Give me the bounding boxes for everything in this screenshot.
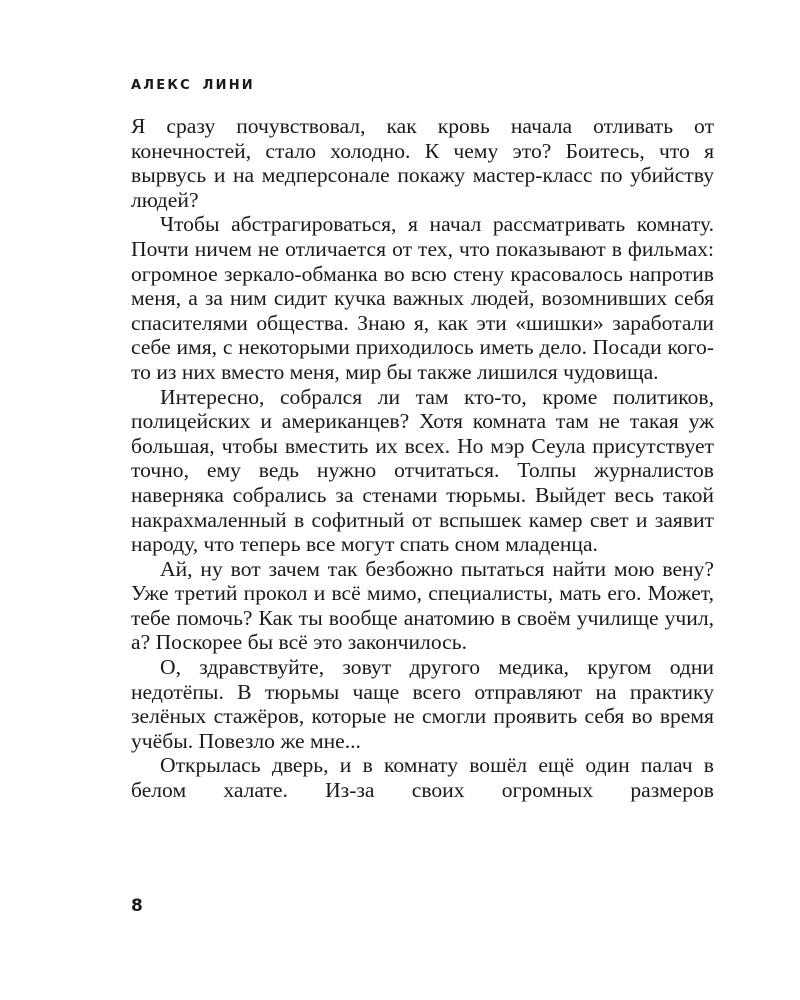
running-head: АЛЕКС ЛИНИ	[131, 78, 255, 93]
page-number: 8	[131, 896, 143, 916]
paragraph: Я сразу почувствовал, как кровь начала отливать от конечностей, стало холодно. К чему это? Боитесь, что я вырвусь и на медперсонале покажу мастер-класс по убийству людей?	[131, 114, 714, 212]
body-text	[131, 114, 714, 803]
paragraph: Ай, ну вот зачем так безбожно пытаться найти мою вену? Уже третий прокол и всё мимо, специалисты, мать его. Может, тебе помочь? Как ты вообще анатомию в своём училище учил, а? Поскорее бы всё это закончилось.	[131, 556, 714, 655]
paragraph: О, здравствуйте, зовут другого медика, кругом одни недотёпы. В тюрьмы чаще всего отправляют на практику зелёных стажёров, которые не смогли проявить себя во время учёбы. Повезло же мне...	[131, 655, 714, 753]
paragraph: Чтобы абстрагироваться, я начал рассматривать комнату. Почти ничем не отличается от тех, что показывают в фильмах: огромное зеркало-обманка во всю стену красовалось напротив меня, а за ним сидит кучка важных людей, возомнивших себя спасителями общества. Знаю я, как эти «шишки» заработали себе имя, с некоторыми приходилось иметь дело. Посади кого-то из них вместо меня, мир бы также лишился чудовища.	[131, 212, 714, 384]
paragraph: Открылась дверь, и в комнату вошёл ещё один палач в белом халате. Из-за своих огромных размеров	[131, 753, 714, 803]
paragraph: Интересно, собрался ли там кто-то, кроме политиков, полицейских и американцев? Хотя комната там не такая уж большая, чтобы вместить их всех. Но мэр Сеула присутствует точно, ему ведь нужно отчитаться. Толпы журналистов наверняка собрались за стенами тюрьмы. Выйдет весь такой накрахмаленный в софитный от вспышек камер свет и заявит народу, что теперь все могут спать сном младенца.	[131, 384, 714, 557]
